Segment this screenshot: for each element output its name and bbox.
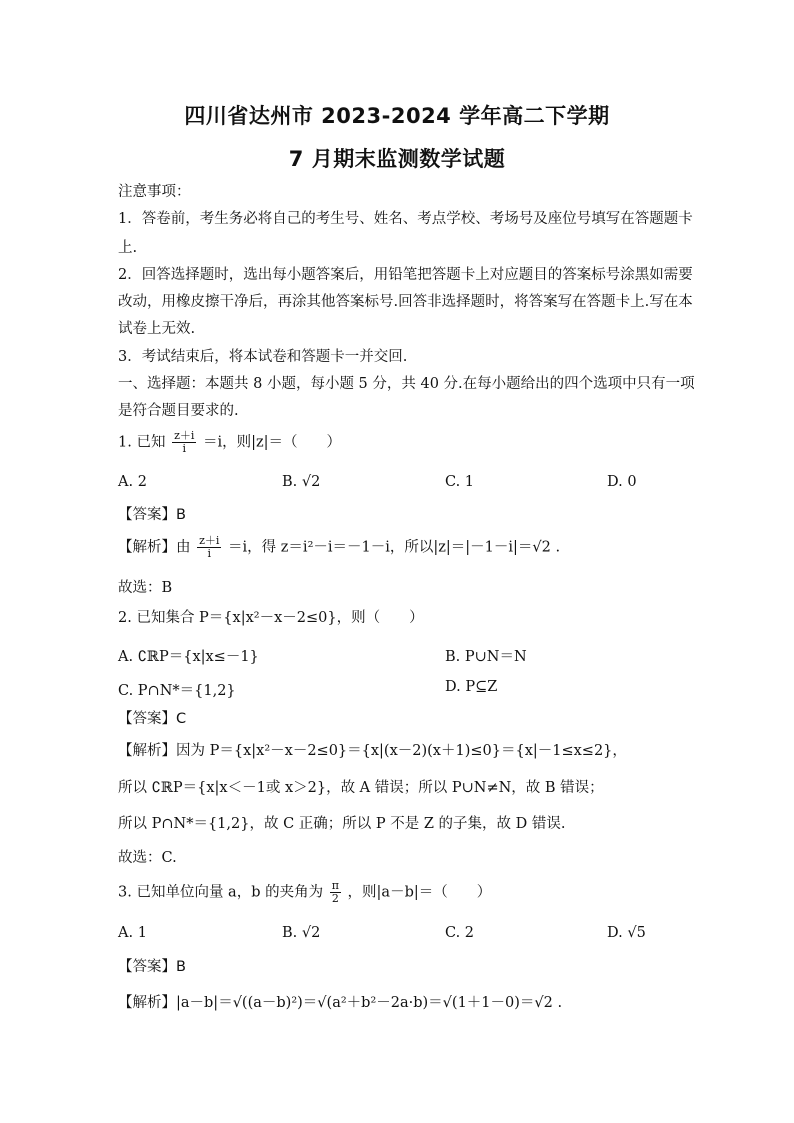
q1-analysis-fraction	[197, 535, 221, 560]
notes-heading: 注意事项：	[118, 184, 191, 200]
q3-option-c: C. 2	[445, 925, 475, 941]
q3-suffix: ，则|a－b|＝（ ）	[347, 884, 492, 901]
question-3-stem	[118, 880, 491, 905]
question-1-stem	[118, 430, 341, 455]
q1-fraction-denominator: i	[182, 442, 186, 455]
note-2-line-2: 改动，用橡皮擦干净后，再涂其他答案标号.回答非选择题时，将答案写在答题卡上.写在本	[118, 294, 693, 310]
q1-fraction	[172, 430, 196, 455]
section-heading-line-1: 一、选择题：本题共 8 小题，每小题 5 分，共 40 分.在每小题给出的四个选项中只有一项	[118, 376, 695, 392]
q3-analysis: 【解析】|a－b|＝√((a－b)²)＝√(a²＋b²－2a·b)＝√(1＋1－0)＝√2 .	[118, 995, 563, 1011]
q1-suffix: ＝i，则|z|＝（ ）	[203, 434, 342, 451]
q2-analysis-line-3: 所以 P∩N*＝{1,2}，故 C 正确；所以 P 不是 Z 的子集，故 D 错误.	[118, 816, 566, 832]
q1-option-a: A. 2	[118, 474, 147, 490]
note-2-line-1: 2．回答选择题时，选出每小题答案后，用铅笔把答题卡上对应题目的答案标号涂黑如需要	[118, 267, 693, 283]
title-line-2: 7 月期末监测数学试题	[288, 147, 506, 171]
q1-prefix: 1. 已知	[118, 434, 166, 451]
q3-option-a: A. 1	[118, 925, 147, 941]
q2-option-a: A. ∁ℝP＝{x|x≤－1}	[118, 649, 259, 665]
title-line-1: 四川省达州市 2023-2024 学年高二下学期	[184, 104, 610, 128]
q3-prefix: 3. 已知单位向量 a，b 的夹角为	[118, 884, 324, 901]
q1-option-b: B. √2	[282, 474, 321, 490]
section-heading-line-2: 是符合题目要求的.	[118, 403, 239, 419]
note-1-line-2: 上.	[118, 240, 138, 256]
q1-analysis-prefix: 【解析】由	[118, 539, 191, 556]
q2-option-d: D. P⊆Z	[445, 679, 498, 695]
q1-analysis-fraction-denominator: i	[207, 547, 212, 560]
q1-option-d: D. 0	[607, 474, 637, 490]
q3-option-d: D. √5	[607, 925, 646, 941]
q2-conclusion: 故选：C.	[118, 850, 177, 866]
note-1-line-1: 1．答卷前，考生务必将自己的考生号、姓名、考点学校、考场号及座位号填写在答题题卡	[118, 211, 693, 227]
q1-analysis	[118, 535, 560, 560]
q3-fraction-numerator: π	[331, 879, 339, 892]
question-2-stem: 2. 已知集合 P＝{x|x²－x－2≤0}，则（ ）	[118, 610, 424, 626]
q1-answer: 【答案】B	[118, 507, 186, 523]
note-2-line-3: 试卷上无效.	[118, 321, 196, 337]
q3-fraction-denominator: 2	[331, 892, 339, 905]
q3-fraction	[330, 880, 341, 905]
q2-option-c: C. P∩N*＝{1,2}	[118, 683, 236, 699]
q2-option-b: B. P∪N＝N	[445, 649, 527, 665]
q2-analysis-line-1: 【解析】因为 P＝{x|x²－x－2≤0}＝{x|(x－2)(x＋1)≤0}＝{x|－1≤x≤2}，	[118, 743, 627, 759]
q2-analysis-line-2: 所以 ∁ℝP＝{x|x＜－1或 x＞2}，故 A 错误；所以 P∪N≠N，故 B 错误；	[118, 780, 604, 796]
q1-conclusion: 故选：B	[118, 580, 173, 596]
q3-option-b: B. √2	[282, 925, 321, 941]
q1-fraction-numerator: z＋i	[174, 429, 195, 442]
q1-analysis-fraction-numerator: z＋i	[199, 534, 220, 547]
q3-answer: 【答案】B	[118, 959, 186, 975]
q1-option-c: C. 1	[445, 474, 475, 490]
note-3: 3．考试结束后，将本试卷和答题卡一并交回.	[118, 349, 408, 365]
q2-answer: 【答案】C	[118, 711, 187, 727]
q1-analysis-suffix: ＝i，得 z＝i²－i＝－1－i，所以|z|＝|－1－i|＝√2 .	[228, 539, 561, 556]
